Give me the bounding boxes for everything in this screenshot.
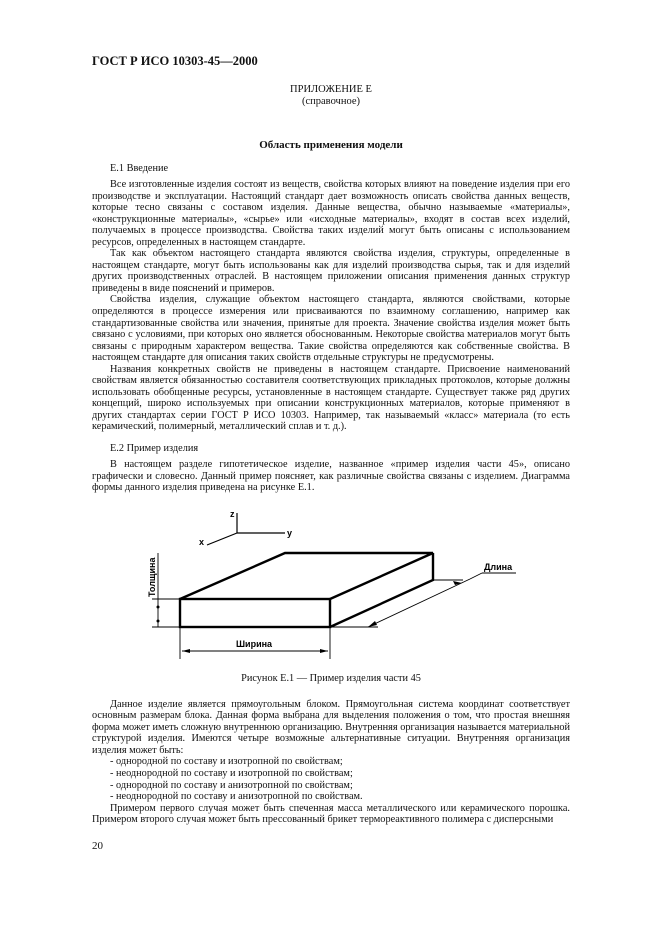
dimension-lines bbox=[152, 553, 516, 659]
paragraph: Примером первого случая может быть спеченная масса металлического или керамического порошка. Примером второго случая может быть прессованный брикет термореактивного полимера с дисперсными bbox=[92, 802, 570, 826]
figure-caption: Рисунок Е.1 — Пример изделия части 45 bbox=[241, 672, 421, 684]
page-number: 20 bbox=[92, 839, 103, 852]
section-body bbox=[92, 699, 570, 826]
list-item: - неоднородной по составу и анизотропной по свойствам. bbox=[110, 791, 363, 803]
paragraph: Так как объектом настоящего стандарта являются свойства изделия, структуры, определенные в настоящем стандарте, могут быть использованы как для изделий производства сырья, так и для изделий других производственных отраслей. В настоящем приложении описания применения данных структур приведены в виде пояснений и примеров. bbox=[92, 248, 570, 294]
paragraph: Данное изделие является прямоугольным блоком. Прямоугольная система координат соответствует основным размерам блока. Данная форма выбрана для выделения положения о том, что простая внешняя форма может иметь сложную внутреннюю организацию. Внутренняя организация называется материальной структурой изделия. Имеются четыре возможные альтернативные ситуации. Внутренняя организация изделия может быть: bbox=[92, 698, 570, 756]
section-title: Е.1 Введение bbox=[110, 163, 169, 174]
page-content bbox=[92, 0, 570, 882]
length-label: Длина bbox=[484, 561, 513, 572]
arrowheads bbox=[157, 581, 463, 653]
paragraph: Свойства изделия, служащие объектом настоящего стандарта, являются свойствами, которые определяются в процессе измерения или присваиваются по взаимному соглашению, например как стандартизованные свойства или значения, принятые для проекта. Значение свойства изделия может быть связано с условиями, при которых оно является обоснованным. Некоторые свойства материалов могут быть связаны с природным характером вещества. Такие свойства определяются как собственные свойства. В настоящем стандарте для описания таких свойств отдельные структуры не предусмотрены. bbox=[92, 294, 570, 364]
section-body bbox=[92, 179, 570, 433]
axis-y-label: y bbox=[287, 527, 293, 538]
width-label: Ширина bbox=[236, 638, 273, 649]
block-outline bbox=[180, 553, 433, 627]
axis-x-label: x bbox=[199, 536, 205, 547]
appendix-note: (справочное) bbox=[302, 96, 360, 107]
section-body bbox=[92, 459, 570, 494]
appendix-title: ПРИЛОЖЕНИЕ Е bbox=[290, 84, 372, 95]
figure-block-diagram bbox=[92, 502, 570, 667]
list-item: - однородной по составу и анизотропной по свойствам; bbox=[110, 779, 353, 791]
paragraph: Все изготовленные изделия состоят из веществ, свойства которых влияют на поведение изделия при его производстве и эксплуатации. Настоящий стандарт дает возможность описать свойства данных веществ, которые тесно связаны с составом изделия. Данные вещества, обычно называемые «материалы», «конструкционные материалы», «сырье» или «исходные материалы», входят в состав всех изделий, получаемых в процессе производства. Свойства таких изделий могут быть описаны с использованием ресурсов, определенных в настоящем стандарте. bbox=[92, 179, 570, 248]
list-item: - неоднородной по составу и изотропной по свойствам; bbox=[110, 767, 353, 779]
document-header: ГОСТ Р ИСО 10303-45—2000 bbox=[92, 54, 258, 68]
thickness-label: Толщина bbox=[147, 557, 157, 597]
paragraph: Названия конкретных свойств не приведены в настоящем стандарте. Присвоение наименований свойствам является обязанностью составителя соответствующих прикладных протоколов, которые должны использовать обобщенные ресурсы, установленные в настоящем стандарте. Существует также ряд других концепций, широко используемых при описании конструкционных материалов, которые применяют в других стандартах серии ГОСТ Р ИСО 10303. Например, так называемый «класс» материала (то есть керамический, полимерный, металлический сплав и т. д.). bbox=[92, 363, 570, 433]
section-title: Е.2 Пример изделия bbox=[110, 443, 199, 455]
list-item: - однородной по составу и изотропной по свойствам; bbox=[110, 756, 343, 768]
coordinate-axes bbox=[207, 513, 285, 545]
page-title: Область применения модели bbox=[259, 139, 403, 151]
paragraph: В настоящем разделе гипотетическое изделие, названное «пример изделия части 45», описано графически и словесно. Данный пример поясняет, как различные свойства связаны с изделием. Диаграмма формы данного изделия приведена на рисунке Е.1. bbox=[92, 459, 570, 494]
figure bbox=[92, 502, 570, 667]
axis-z-label: z bbox=[230, 508, 235, 519]
